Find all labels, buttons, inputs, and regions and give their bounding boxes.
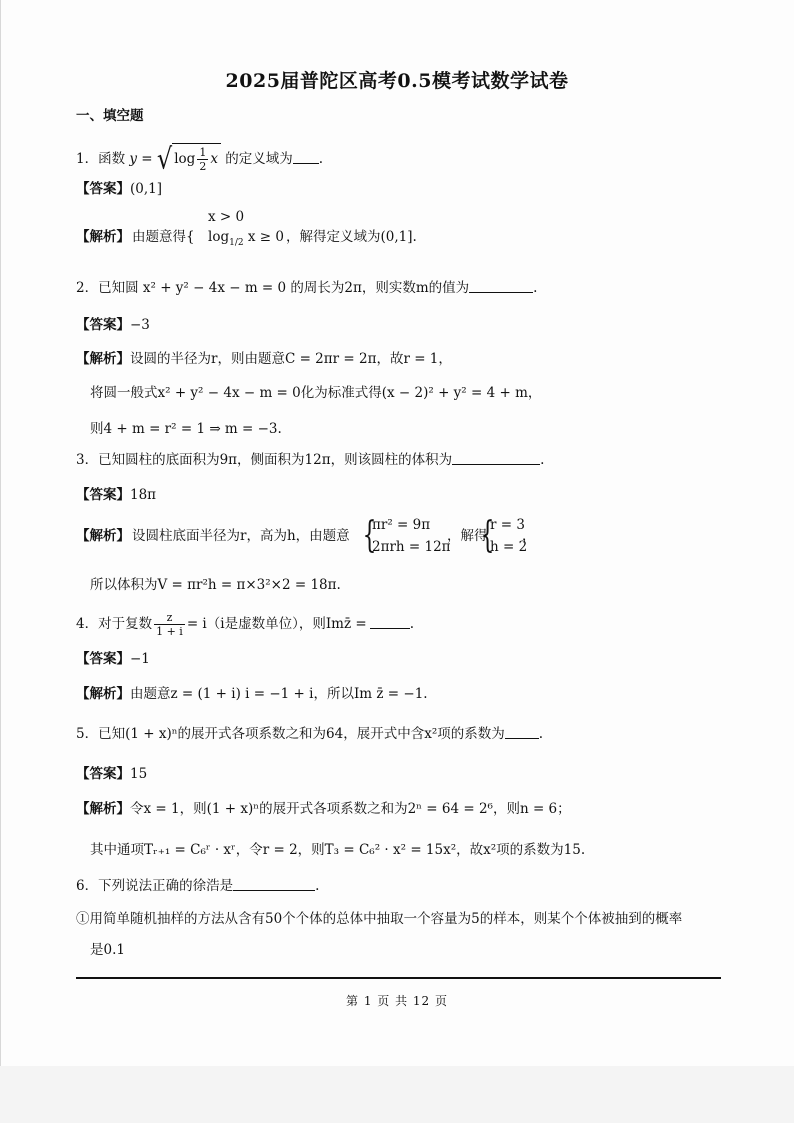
explanation-2-line-3: 则4 + m = r² = 1 ⇒ m = −3.: [90, 421, 282, 437]
section-heading: 一、填空题: [76, 108, 144, 124]
e3-system-1b: 2πrh = 12π: [372, 539, 451, 555]
e1-condition-1: x > 0: [208, 209, 245, 225]
question-5: [76, 725, 543, 743]
answer-value: −1: [130, 651, 150, 667]
q1-frac-num: 1: [199, 146, 207, 159]
q4-zbar: z̄: [343, 616, 352, 632]
q5-blank: [505, 726, 539, 739]
question-6: [76, 877, 319, 895]
answer-3: [76, 486, 156, 504]
q1-stem-a: 1．函数: [76, 151, 126, 167]
e3-system-2a: r = 3: [490, 517, 525, 533]
q1-stem-b: 的定义域为: [225, 151, 293, 167]
q2-stem: 2．已知圆 x² + y² − 4x − m = 0 的周长为2π，则实数m的值为: [76, 280, 470, 296]
q2-end: .: [533, 280, 538, 296]
answer-value: 15: [130, 766, 148, 782]
q1-end: .: [318, 151, 324, 167]
explanation-5-line-1: [76, 800, 571, 818]
question-3: [76, 451, 544, 469]
e3-mid: ，解得: [447, 528, 488, 544]
explanation-label: 【解析】: [76, 686, 130, 702]
answer-5: [76, 765, 147, 783]
explanation-label: 【解析】: [76, 229, 130, 245]
q4-pre: 4．对于复数: [76, 616, 153, 632]
q4-eq: =: [351, 616, 367, 632]
q6-item-1-line-2: 是0.1: [90, 942, 125, 958]
explanation-2-line-1: [76, 350, 452, 368]
e3-system-2b: h = 2: [490, 539, 528, 555]
explanation-label: 【解析】: [76, 528, 130, 544]
q6-blank: [233, 878, 315, 891]
q3-stem: 3．已知圆柱的底面积为9π，侧面积为12π，则该圆柱的体积为: [76, 452, 453, 468]
e1-post: ，解得定义域为(0,1].: [286, 229, 417, 245]
q1-log: log: [174, 151, 196, 167]
explanation-label: 【解析】: [76, 351, 130, 367]
q4-frac-num: z: [154, 611, 185, 625]
answer-label: 【答案】: [76, 317, 130, 333]
answer-label: 【答案】: [76, 651, 130, 667]
q1-radicand: [172, 143, 221, 173]
question-1: [76, 142, 324, 176]
q1-frac-den: 2: [199, 160, 207, 173]
q4-mid: = i（i是虚数单位），则Im: [186, 616, 344, 632]
q4-frac-den: 1 + i: [156, 625, 183, 638]
q6-stem: 6．下列说法正确的徐浩是: [76, 878, 234, 894]
answer-4: [76, 650, 150, 668]
e3-post: ，: [522, 528, 536, 544]
answer-2: [76, 316, 150, 334]
answer-label: 【答案】: [76, 487, 130, 503]
e3-brace-1: {: [362, 515, 377, 556]
e3-pre: 设圆柱底面半径为r，高为h，由题意: [132, 528, 350, 544]
question-2: [76, 279, 537, 297]
q5-stem: 5．已知(1 + x)ⁿ的展开式各项系数之和为64，展开式中含x²项的系数为: [76, 726, 505, 742]
answer-value: −3: [130, 317, 150, 333]
explanation-2-line-2: 将圆一般式x² + y² − 4x − m = 0化为标准式得(x − 2)² + y² = 4 + m，: [90, 385, 542, 401]
e1-log: log: [208, 229, 230, 245]
explanation-4: [76, 685, 428, 703]
q4-blank: [370, 616, 410, 629]
footer-rule: [76, 977, 721, 979]
q1-var: x: [210, 151, 218, 167]
q4-frac: [154, 611, 185, 638]
q6-end: .: [315, 878, 320, 894]
e3-system-1a: πr² = 9π: [372, 517, 431, 533]
page-number: 第 1 页 共 12 页: [346, 994, 448, 1008]
question-4: [76, 611, 414, 638]
explanation-label: 【解析】: [76, 801, 130, 817]
q1-frac: [197, 146, 208, 173]
q5-end: .: [538, 726, 544, 742]
explanation-3-line-2: 所以体积为V = πr²h = π×3²×2 = 18π.: [90, 577, 341, 593]
answer-1: [76, 180, 162, 198]
q1-y: y =: [129, 151, 153, 167]
answer-value: 18π: [130, 487, 157, 503]
e1-condition-2: [208, 228, 284, 252]
e1-pre: 由题意得{: [132, 229, 195, 245]
q3-end: .: [540, 452, 545, 468]
q3-blank: [452, 452, 540, 465]
e2-line-1: 设圆的半径为r，则由题意C = 2πr = 2π，故r = 1，: [130, 351, 452, 367]
answer-value: (0,1]: [130, 181, 163, 197]
e3-brace-2: {: [480, 515, 495, 556]
q1-blank: [293, 151, 319, 164]
answer-label: 【答案】: [76, 181, 130, 197]
sqrt-sign: √: [156, 142, 173, 176]
bottom-margin: [0, 1066, 794, 1123]
q6-item-1-line-1: ①用简单随机抽样的方法从含有50个个体的总体中抽取一个容量为5的样本，则某个个体被抽到的概率: [76, 911, 683, 927]
q4-end: .: [409, 616, 414, 632]
e4-text: 由题意z = (1 + i) i = −1 + i，所以Im z̄ = −1.: [130, 686, 428, 702]
explanation-5-line-2: 其中通项Tᵣ₊₁ = C₆ʳ · xʳ，令r = 2，则T₃ = C₆² · x² = 15x²，故x²项的系数为15.: [90, 842, 586, 858]
page-title: 2025届普陀区高考0.5模考试数学试卷: [225, 70, 569, 92]
e1-log-base: 1/2: [229, 238, 244, 248]
e5-line-1: 令x = 1，则(1 + x)ⁿ的展开式各项系数之和为2ⁿ = 64 = 2⁶，则n = 6；: [130, 801, 571, 817]
e1-cond-tail: x ≥ 0: [247, 229, 284, 245]
answer-label: 【答案】: [76, 766, 130, 782]
q2-blank: [469, 280, 533, 293]
